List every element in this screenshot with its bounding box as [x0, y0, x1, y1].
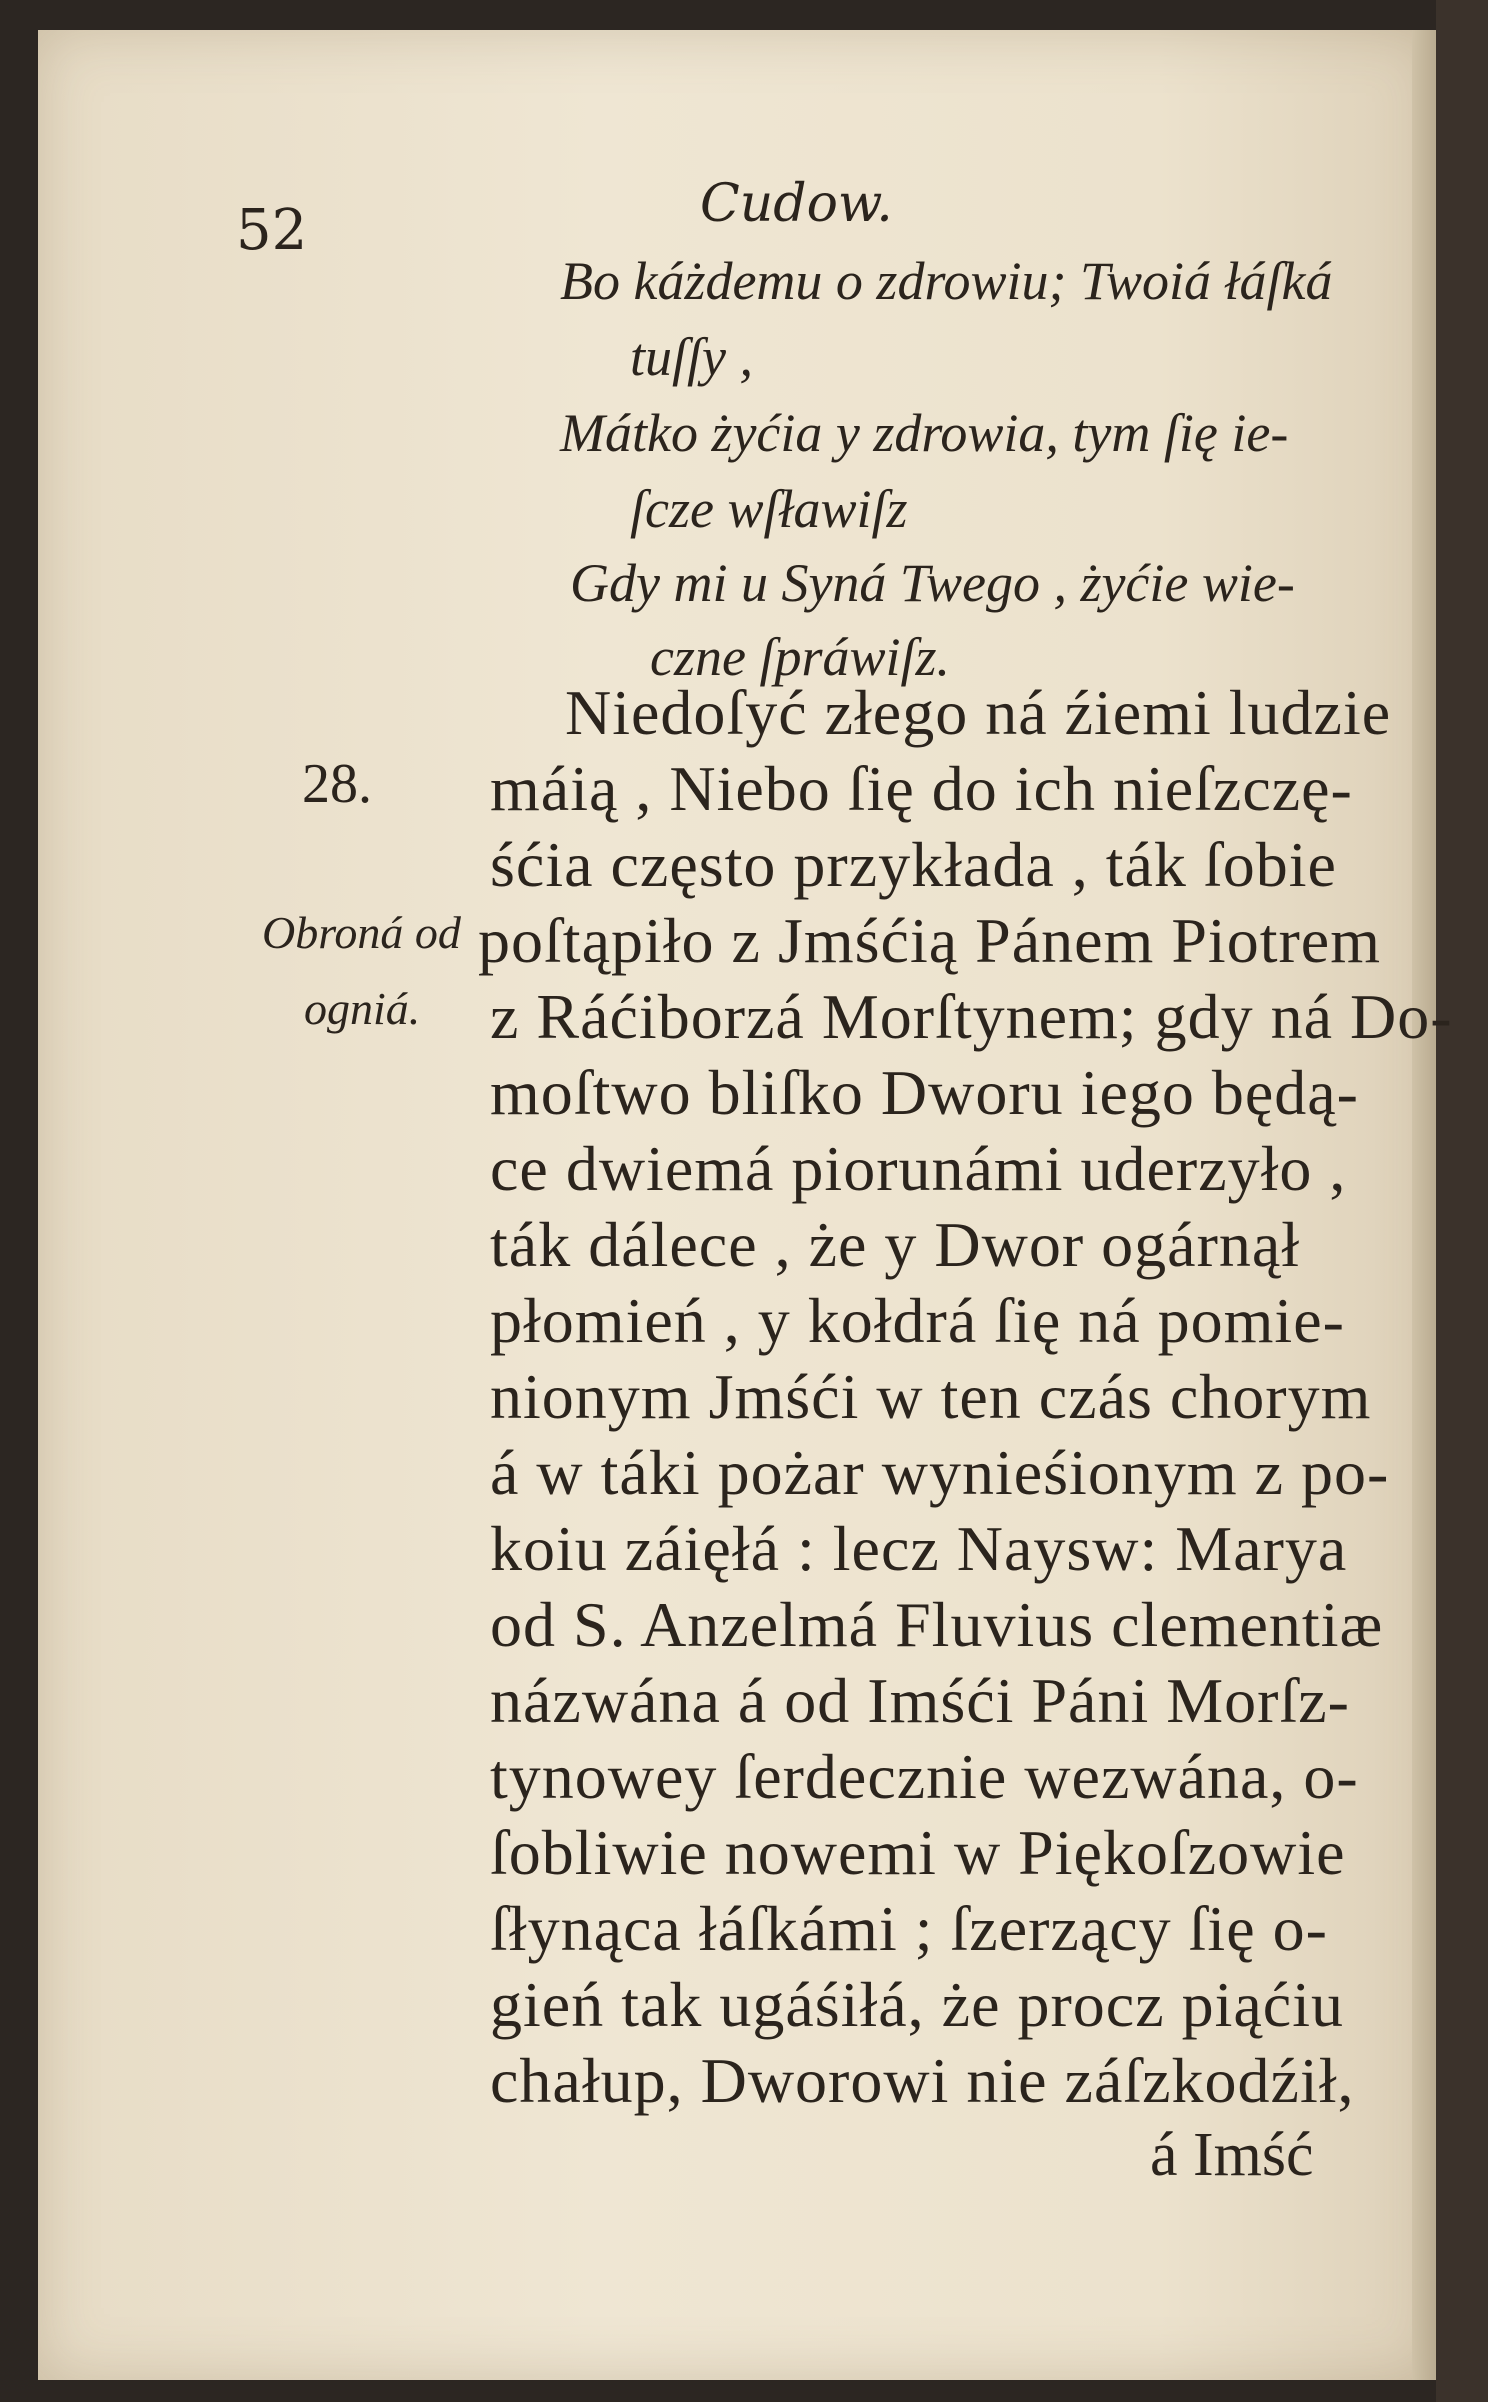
- body-line: moſtwo bliſko Dworu iego będą-: [490, 1057, 1359, 1128]
- body-line: tynowey ſerdecznie wezwána, o-: [490, 1741, 1359, 1812]
- body-line: ſobliwie nowemi w Piękoſzowie: [490, 1817, 1346, 1888]
- poem-line: ſcze wſławiſz: [630, 479, 908, 539]
- body-line: ce dwiemá piorunámi uderzyło ,: [490, 1133, 1347, 1204]
- poem-line: tuſſy ,: [630, 327, 753, 387]
- poem-line: Bo káżdemu o zdrowiu; Twoiá łáſká: [560, 251, 1333, 311]
- body-line: á w táki pożar wynieśionym z po-: [490, 1437, 1390, 1508]
- scan-border: [1436, 0, 1488, 2402]
- poem-line: Gdy mi u Syná Twego , żyćie wie-: [570, 553, 1295, 613]
- body-line: płomień , y kołdrá ſię ná pomie-: [490, 1285, 1345, 1356]
- catchword: á Imść: [1150, 2121, 1314, 2189]
- body-line: Niedoſyć złego ná źiemi ludzie: [565, 677, 1392, 748]
- body-line: máią , Niebo ſię do ich nieſzczę-: [490, 753, 1353, 824]
- page-edge: [1412, 30, 1436, 2380]
- body-line: chałup, Dworowi nie záſzkodźił,: [490, 2045, 1355, 2116]
- body-line: nionym Jmśći w ten czás chorym: [490, 1361, 1372, 1432]
- page-number: 52: [236, 198, 308, 263]
- body-line: ták dálece , że y Dwor ogárnął: [490, 1209, 1301, 1280]
- running-head: Cudow.: [700, 174, 893, 234]
- body-line: z Ráćiborzá Morſtynem; gdy ná Do-: [490, 981, 1453, 1052]
- body-line: gień tak ugáśiłá, że procz piąćiu: [490, 1969, 1344, 2040]
- poem-line: Mátko żyćia y zdrowia, tym ſię ie-: [560, 403, 1289, 463]
- body-line: śćia często przykłada , ták ſobie: [490, 829, 1337, 900]
- body-line: poſtąpiło z Jmśćią Pánem Piotrem: [478, 905, 1381, 976]
- body-line: ſłynąca łáſkámi ; ſzerzący ſię o-: [490, 1893, 1328, 1964]
- marginal-note-line: Obroná od: [262, 907, 461, 958]
- poem-line: czne ſpráwiſz.: [650, 627, 951, 687]
- body-line: názwána á od Imśći Páni Morſz-: [490, 1665, 1350, 1736]
- body-line: koiu záięłá : lecz Naysw: Marya: [490, 1513, 1348, 1584]
- section-number: 28.: [302, 753, 372, 815]
- marginal-note-line: ogniá.: [304, 983, 421, 1034]
- body-line: od S. Anzelmá Fluvius clementiæ: [490, 1589, 1384, 1660]
